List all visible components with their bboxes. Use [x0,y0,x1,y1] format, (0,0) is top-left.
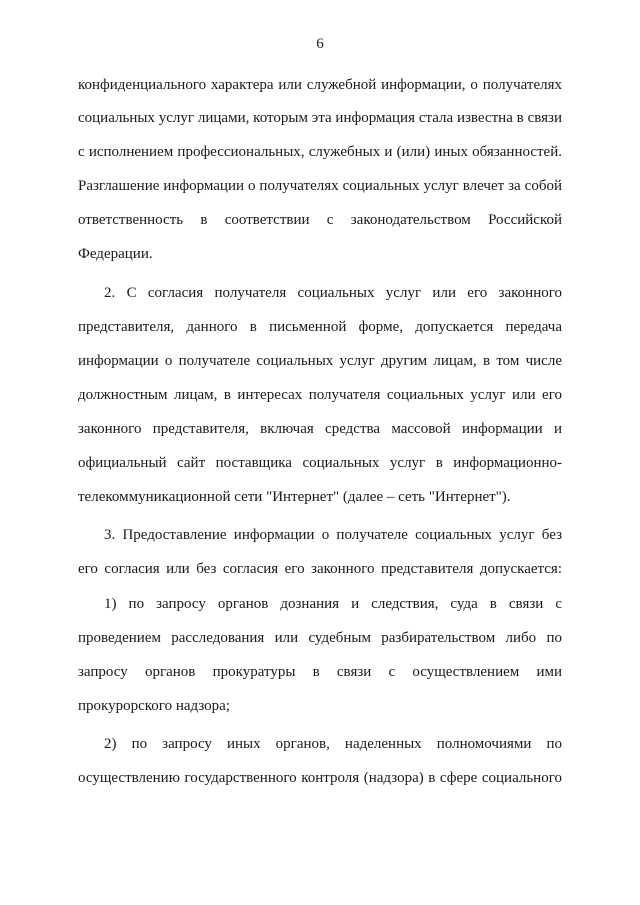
text-line: законного представителя, включая средства массовой информации и [78,421,562,437]
text-line: запросу органов прокуратуры в связи с осуществлением ими [78,664,562,680]
text-line: информации о получателе социальных услуг другим лицам, в том числе [78,353,562,369]
text-line: должностным лицам, в интересах получателя социальных услуг или его [78,387,562,403]
text-line: осуществлению государственного контроля (надзора) в сфере социального [78,770,562,786]
text-line: 2) по запросу иных органов, наделенных полномочиями по [104,736,562,752]
text-line: его согласия или без согласия его законного представителя допускается: [78,561,562,577]
text-line: с исполнением профессиональных, служебных и (или) иных обязанностей. [78,144,562,160]
text-line: 3. Предоставление информации о получателе социальных услуг без [104,527,562,543]
text-line: 1) по запросу органов дознания и следствия, суда в связи с [104,596,562,612]
text-line: прокурорского надзора; [78,698,230,714]
text-line: Федерации. [78,246,153,262]
page-number: 6 [316,36,324,52]
text-line: социальных услуг лицами, которым эта информация стала известна в связи [78,110,562,126]
text-line: ответственность в соответствии с законодательством Российской [78,212,562,228]
text-line: официальный сайт поставщика социальных услуг в информационно- [78,455,562,471]
text-line: Разглашение информации о получателях социальных услуг влечет за собой [78,178,562,194]
text-line: представителя, данного в письменной форме, допускается передача [78,319,562,335]
text-line: телекоммуникационной сети "Интернет" (далее – сеть "Интернет"). [78,489,511,505]
text-line: 2. С согласия получателя социальных услуг или его законного [104,285,562,301]
text-line: конфиденциального характера или служебной информации, о получателях [78,77,562,93]
text-line: проведением расследования или судебным разбирательством либо по [78,630,562,646]
